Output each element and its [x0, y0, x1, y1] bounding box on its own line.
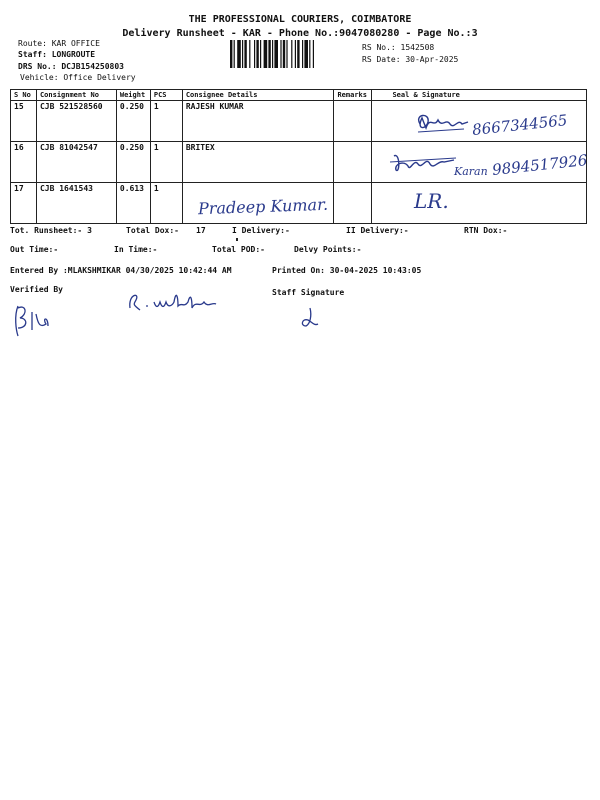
cell-sno: 15 [11, 101, 37, 142]
second-delivery-label: II Delivery:- [346, 226, 409, 235]
cell-sno: 16 [11, 142, 37, 183]
delivery-points-label: Delvy Points:- [294, 245, 362, 254]
cell-pcs: 1 [150, 101, 182, 142]
verified-by-label: Verified By [10, 285, 63, 294]
cell-remarks [334, 183, 372, 224]
route-label: Route: KAR OFFICE [18, 39, 100, 48]
cell-consignment: CJB 81042547 [36, 142, 116, 183]
total-dox-value: 17 [196, 226, 206, 235]
row3-receiver-name-handwritten: Pradeep Kumar. [197, 194, 329, 219]
cell-consignment: CJB 521528560 [36, 101, 116, 142]
cell-remarks [334, 142, 372, 183]
handwritten-signature [412, 110, 472, 136]
cell-consignment: CJB 1641543 [36, 183, 116, 224]
total-runsheet: Tot. Runsheet:- 3 [10, 226, 92, 235]
entered-by: Entered By :MLAKSHMIKAR 04/30/2025 10:42:44 AM [10, 266, 232, 275]
total-dox-label: Total Dox:- [126, 226, 179, 235]
col-consignment: Consignment No [36, 90, 116, 101]
divider-mark [236, 238, 238, 241]
handwritten-signature [296, 304, 324, 330]
staff-signature-mark [296, 304, 324, 335]
col-weight: Weight [116, 90, 150, 101]
col-signature: Seal & Signature [372, 90, 587, 101]
col-pcs: PCS [150, 90, 182, 101]
row2-phone-handwritten: 9894517926 [491, 151, 589, 179]
row3-initials-handwritten: LR. [414, 189, 449, 213]
table-header-row [11, 90, 587, 101]
col-consignee: Consignee Details [182, 90, 334, 101]
cell-weight: 0.613 [116, 183, 150, 224]
row1-signature [412, 110, 472, 141]
staff-label: Staff: LONGROUTE [18, 50, 96, 59]
row1-phone-handwritten: 8667344565 [471, 111, 569, 139]
col-sno: S No [11, 90, 37, 101]
cell-pcs: 1 [150, 183, 182, 224]
cell-consignee: RAJESH KUMAR [182, 101, 334, 142]
cell-sno: 17 [11, 183, 37, 224]
cell-remarks [334, 101, 372, 142]
total-pod-label: Total POD:- [212, 245, 265, 254]
drs-number: DRS No.: DCJB154250803 [18, 62, 124, 71]
cell-pcs: 1 [150, 142, 182, 183]
out-time-label: Out Time:- [10, 245, 59, 254]
row2-signature [388, 150, 460, 183]
cell-consignee: BRITEX [182, 142, 334, 183]
vehicle-label: Vehicle: Office Delivery [20, 73, 136, 82]
handwritten-signature [126, 288, 226, 314]
handwritten-signature [388, 150, 460, 178]
barcode-image [230, 40, 348, 68]
company-title: THE PROFESSIONAL COURIERS, COIMBATORE [188, 14, 412, 25]
cell-weight: 0.250 [116, 142, 150, 183]
rtn-dox-label: RTN Dox:- [464, 226, 508, 235]
cell-signature [372, 183, 587, 224]
in-time-label: In Time:- [114, 245, 158, 254]
rs-date: RS Date: 30-Apr-2025 [362, 55, 459, 64]
verifier-signature [12, 300, 52, 345]
printed-on: Printed On: 30-04-2025 10:43:05 [272, 266, 422, 275]
col-remarks: Remarks [334, 90, 372, 101]
runsheet-title: Delivery Runsheet - KAR - Phone No.:9047080280 - Page No.:3 [122, 28, 478, 39]
staff-signature-label: Staff Signature [272, 288, 345, 297]
verifier-name-signature [126, 288, 226, 319]
cell-weight: 0.250 [116, 101, 150, 142]
first-delivery-label: I Delivery:- [232, 226, 290, 235]
row2-name-handwritten: Karan [454, 165, 488, 178]
rs-number: RS No.: 1542508 [362, 43, 435, 52]
handwritten-signature [12, 300, 52, 340]
